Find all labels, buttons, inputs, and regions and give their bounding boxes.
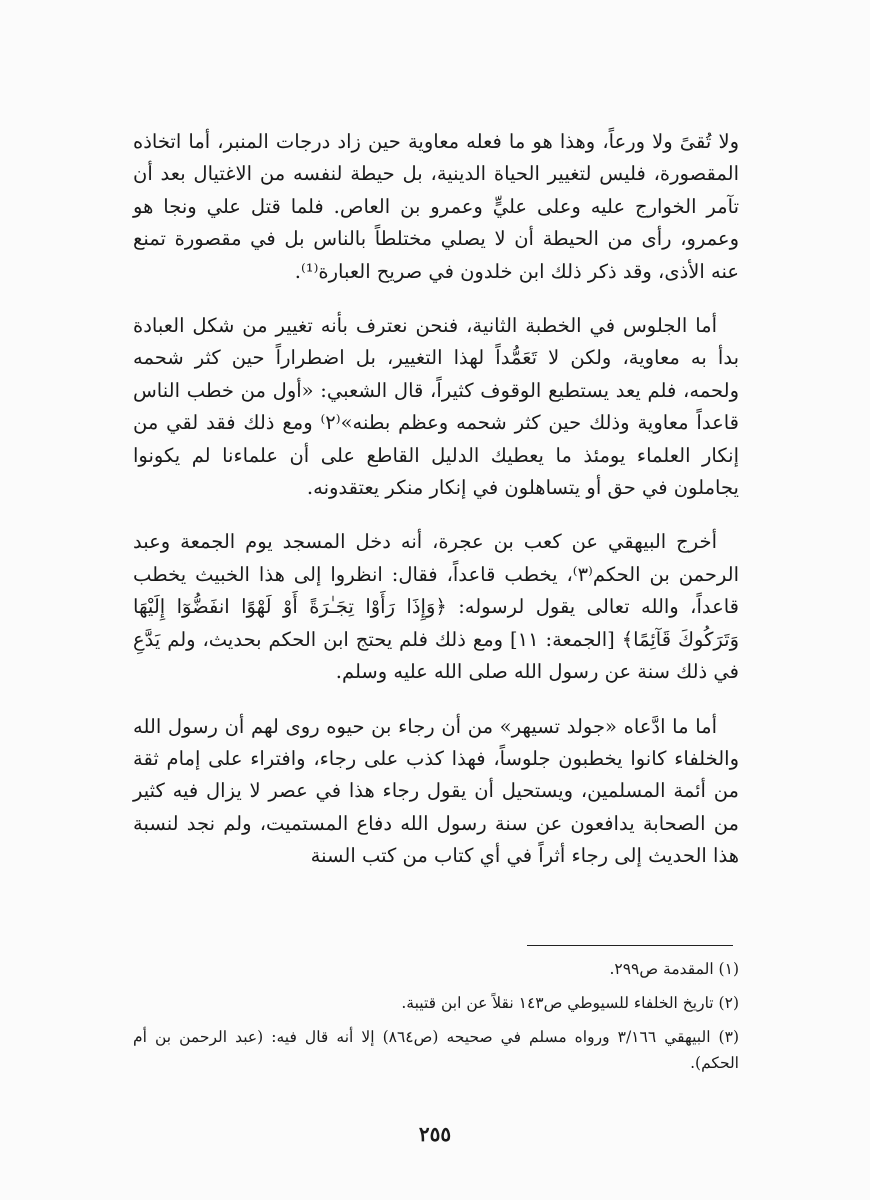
- paragraph-4: أما ما ادَّعاه «جولد تسيهر» من أن رجاء بن حيوه روى لهم أن رسول الله والخلفاء كانوا يخطبون جلوساً، فهذا كذب على رجاء، وافتراء على إمام ثقة من أئمة المسلمين، ويستحيل أن يقول رجاء هذا في عصر لا يزال فيه كثير من الصحابة يدافعون عن سنة رسول الله دفاع المستميت، ولم نجد لنسبة هذا الحديث إلى رجاء أثراً في أي كتاب من كتب السنة: [133, 714, 739, 868]
- paragraph-2: أما الجلوس في الخطبة الثانية، فنحن نعترف بأنه تغيير من شكل العبادة بدأ به معاوية، ولكن لا تَعَمُّداً لهذا التغيير، بل اضطراراً حين كثر شحمه ولحمه، فلم يعد يستطيع الوقوف كثيراً، قال الشعبي: «أول من خطب الناس قاعداً معاوية وذلك حين كثر شحمه وعظم بطنه»⁽٢⁾ ومع ذلك فقد لقي من إنكار العلماء يومئذ ما يعطيك الدليل القاطع على أن علماءنا لم يكونوا يجاملون في حق أو يتساهلون في إنكار منكر يعتقدونه.: [133, 314, 739, 500]
- footnote-1: (١) المقدمة ص٢٩٩.: [609, 960, 739, 978]
- footnote-divider: [527, 945, 733, 946]
- footnote-3: (٣) البيهقي ٣/١٦٦ ورواه مسلم في صحيحه (ص٨٦٤) إلا أنه قال فيه: (عبد الرحمن بن أم الحكم).: [133, 1028, 739, 1072]
- main-text: [133, 126, 739, 873]
- paragraph-1: ولا تُقىً ولا ورعاً، وهذا هو ما فعله معاوية حين زاد درجات المنبر، أما اتخاذه المقصورة، فليس لتغيير الحياة الدينية، بل حيطة لنفسه من الاغتيال بعد أن تآمر الخوارج عليه وعلى عليٍّ وعمرو بن العاص. فلما قتل علي ونجا هو وعمرو، رأى من الحيطة أن لا يصلي مختلطاً بالناس بل في مقصورة تمنع عنه الأذى، وقد ذكر ذلك ابن خلدون في صريح العبارة⁽¹⁾.: [133, 130, 739, 283]
- footnote-2: (٢) تاريخ الخلفاء للسيوطي ص١٤٣ نقلاً عن ابن قتيبة.: [401, 994, 739, 1012]
- paragraph-3: أخرج البيهقي عن كعب بن عجرة، أنه دخل المسجد يوم الجمعة وعبد الرحمن بن الحكم⁽٣⁾، يخطب قاعداً، فقال: انظروا إلى هذا الخبيث يخطب قاعداً، والله تعالى يقول لرسوله: ﴿وَإِذَا رَأَوْا تِجَـٰرَةً أَوْ لَهْوًا انفَضُّوٓا إِلَيْهَا وَتَرَكُوكَ قَآئِمًا﴾ [الجمعة: ١١] ومع ذلك فلم يحتج ابن الحكم بحديث، ولم يَدَّعِ في ذلك سنة عن رسول الله صلى الله عليه وسلم.: [133, 530, 739, 684]
- page-number: ٢٥٥: [418, 1122, 452, 1146]
- footnotes: [133, 956, 739, 1084]
